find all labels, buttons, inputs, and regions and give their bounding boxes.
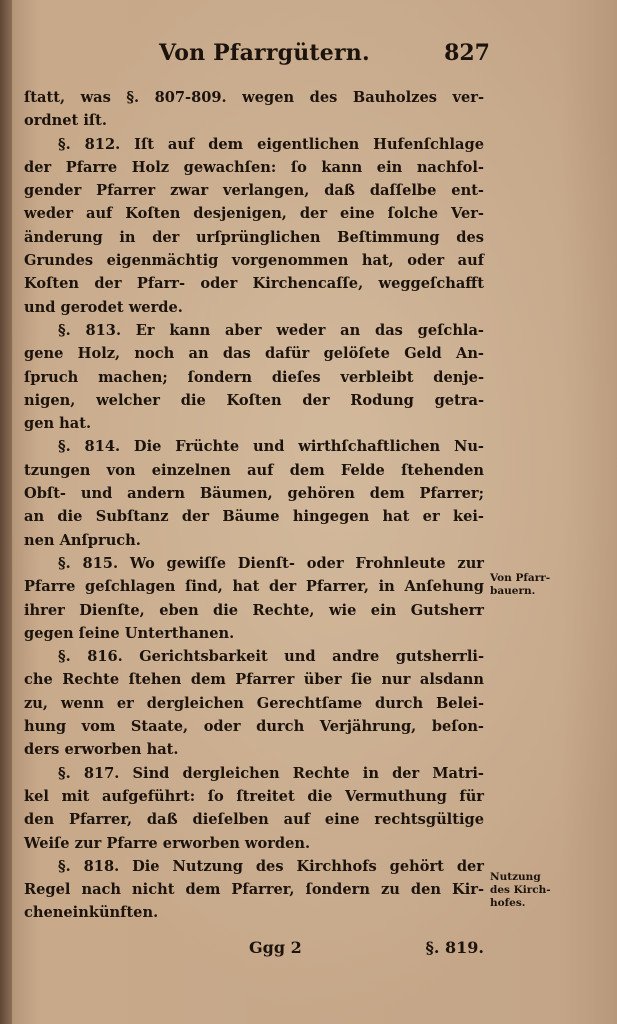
text-line: hung vom Staate, oder durch Verjährung, beſon- [24,718,484,736]
paragraph [24,552,484,645]
page-footer [24,938,484,968]
text-line: nigen, welcher die Koſten der Rodung getra- [24,391,484,409]
margin-note-kirchhof [490,871,551,910]
paragraph [24,762,484,855]
text-line: §. 812. Iſt auf dem eigentlichen Hufenſchlage [58,135,484,153]
text-line: an die Subſtanz der Bäume hingegen hat er kei- [24,508,484,526]
text-line: kel mit aufgeführt: ſo ſtreitet die Vermuthung für [24,787,484,805]
margin-note-line: Von Pfarr- [490,572,551,584]
text-line: gender Pfarrer zwar verlangen, daß daſſelbe ent- [24,182,484,200]
text-line: Weiſe zur Pfarre erworben worden. [24,834,311,852]
text-line: §. 817. Sind dergleichen Rechte in der Matri- [58,764,484,782]
page-number: 827 [444,40,490,66]
page-header [24,40,490,74]
text-line: ſtatt, was §. 807-809. wegen des Bauholzes ver- [24,89,484,106]
page-binding-edge [0,0,12,1024]
text-line: ders erworben hat. [24,741,179,759]
paragraph [24,319,484,435]
text-line: §. 815. Wo gewiſſe Dienſt- oder Frohnleute zur [58,554,484,572]
text-line: gen hat. [24,415,92,433]
margin-note-line: Nutzung [490,871,541,883]
text-line: Obſt- und andern Bäumen, gehören dem Pfarrer; [24,485,484,503]
paragraph [24,855,484,925]
text-line: änderung in der urſprünglichen Beſtimmung des [24,228,484,246]
text-line: cheneinkünften. [24,904,159,922]
text-line: Koſten der Pfarr- oder Kirchencaſſe, weggeſchafft [24,275,484,293]
catchword: §. 819. [425,938,484,957]
text-line: den Pfarrer, daß dieſelben auf eine rechtsgültige [24,811,484,829]
text-line: der Pfarre Holz gewachſen: ſo kann ein nachfol- [24,158,484,176]
text-line: Regel nach nicht dem Pfarrer, ſondern zu den Kir- [24,881,484,899]
text-line: che Rechte ſtehen dem Pfarrer über ſie nur alsdann [24,671,484,689]
paragraph [24,645,484,761]
text-line: §. 816. Gerichtsbarkeit und andre gutsherrli- [58,648,484,666]
margin-note-line: bauern. [490,585,536,597]
text-line: §. 813. Er kann aber weder an das geſchla- [58,321,484,339]
text-line: ihrer Dienſte, eben die Rechte, wie ein Gutsherr [24,601,484,619]
margin-note-line: des Kirch- [490,884,551,896]
margin-note-pfarrbauern [490,572,550,598]
text-line: tzungen von einzelnen auf dem Felde ſtehenden [24,461,484,479]
margin-note-line: hofes. [490,897,526,909]
paragraph [24,133,484,319]
text-line: Pfarre geſchlagen ſind, hat der Pfarrer, in Anſehung [24,578,484,596]
running-head: Von Pfarrgütern. [159,40,370,66]
text-line: und gerodet werde. [24,298,183,316]
paragraph [24,86,484,133]
paragraph [24,435,484,551]
text-line: §. 814. Die Früchte und wirthſchaftlichen Nu- [58,438,484,456]
text-line: nen Anſpruch. [24,531,141,549]
text-line: weder auf Koſten desjenigen, der eine ſolche Ver- [24,205,484,223]
signature-mark: Ggg 2 [249,938,302,957]
text-line: gegen ſeine Unterthanen. [24,624,235,642]
text-line: zu, wenn er dergleichen Gerechtſame durch Belei- [24,694,484,712]
text-line: Grundes eigenmächtig vorgenommen hat, oder auf [24,252,484,270]
text-line: gene Holz, noch an das dafür gelöſete Geld An- [24,345,484,363]
body-text [24,86,484,925]
text-line: ordnet iſt. [24,112,107,130]
text-line: ſpruch machen; ſondern dieſes verbleibt denje- [24,368,484,386]
text-line: §. 818. Die Nutzung des Kirchhofs gehört der [58,857,484,875]
